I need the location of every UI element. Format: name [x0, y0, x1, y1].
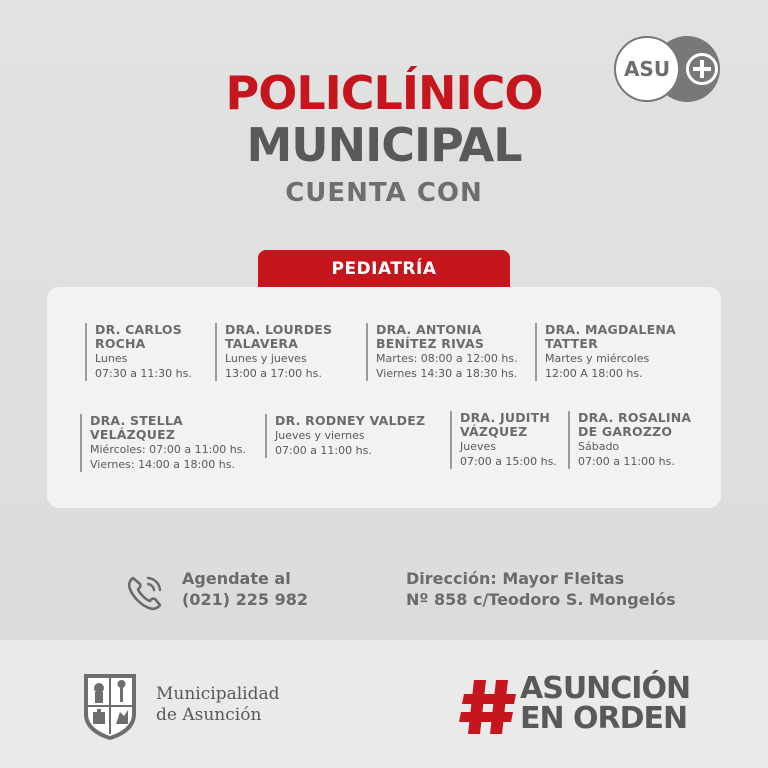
doctor-days: Jueves y viernes	[275, 429, 365, 442]
doctor-hours: Viernes: 14:00 a 18:00 hs.	[90, 458, 235, 471]
municipality-line-1: Municipalidad	[156, 684, 280, 704]
phone-icon	[124, 572, 166, 614]
doctor-days: Sábado	[578, 440, 620, 453]
doctor-entry	[80, 414, 246, 472]
doctor-days: Lunes y jueves	[225, 352, 307, 365]
phone-contact	[182, 568, 308, 610]
doctor-name: ROCHA	[95, 336, 146, 351]
doctor-name: DRA. ANTONIA	[376, 322, 482, 337]
doctor-name: DRA. ROSALINA	[578, 410, 692, 425]
phone-label: Agendate al	[182, 569, 291, 588]
doctor-name: DRA. LOURDES	[225, 322, 333, 337]
doctor-name: DR. RODNEY VALDEZ	[275, 413, 426, 428]
doctor-hours: 13:00 a 17:00 hs.	[225, 367, 322, 380]
doctor-days: Martes: 08:00 a 12:00 hs.	[376, 352, 518, 365]
doctor-name: TALAVERA	[225, 336, 299, 351]
doctor-hours: 07:00 a 11:00 hs.	[578, 455, 675, 468]
doctor-name: DRA. JUDITH	[460, 410, 551, 425]
municipality-name	[156, 684, 280, 726]
doctor-entry	[450, 411, 557, 469]
doctor-name: TATTER	[545, 336, 598, 351]
doctors-card	[47, 287, 721, 508]
doctor-days: Miércoles: 07:00 a 11:00 hs.	[90, 443, 246, 456]
doctor-name: DRA. STELLA	[90, 413, 183, 428]
doctor-name: DR. CARLOS	[95, 322, 182, 337]
doctor-hours: 12:00 A 18:00 hs.	[545, 367, 643, 380]
asu-logo-text: ASU	[614, 36, 680, 102]
coat-of-arms-icon	[80, 670, 140, 742]
hashtag-icon	[458, 676, 520, 738]
section-tab-pediatria: PEDIATRÍA	[258, 250, 510, 288]
doctor-name: DRA. MAGDALENA	[545, 322, 676, 337]
doctor-entry	[366, 323, 518, 381]
doctor-days: Lunes	[95, 352, 128, 365]
municipality-line-2: de Asunción	[156, 705, 262, 725]
hashtag-line-2: EN ORDEN	[520, 701, 688, 736]
address-line-1: Dirección: Mayor Fleitas	[406, 569, 625, 588]
subtitle: CUENTA CON	[285, 178, 483, 208]
doctor-hours: 07:00 a 15:00 hs.	[460, 455, 557, 468]
address-line-2: Nº 858 c/Teodoro S. Mongelós	[406, 590, 676, 609]
doctor-name: VELÁZQUEZ	[90, 427, 176, 442]
doctor-entry	[535, 323, 676, 381]
address-contact	[406, 568, 676, 610]
doctor-name: BENÍTEZ RIVAS	[376, 336, 485, 351]
doctor-hours: Viernes 14:30 a 18:30 hs.	[376, 367, 518, 380]
doctor-hours: 07:00 a 11:00 hs.	[275, 444, 372, 457]
doctor-days: Jueves	[460, 440, 496, 453]
doctor-name: DE GAROZZO	[578, 424, 673, 439]
phone-number: (021) 225 982	[182, 590, 308, 609]
doctor-entry	[568, 411, 691, 469]
doctor-hours: 07:30 a 11:30 hs.	[95, 367, 192, 380]
title-line-2: MUNICIPAL	[246, 118, 522, 172]
doctor-name: VÁZQUEZ	[460, 424, 528, 439]
doctor-entry	[215, 323, 332, 381]
hashtag-text	[520, 671, 691, 736]
doctor-entry	[85, 323, 192, 381]
hashtag-line-1: ASUNCIÓN	[520, 671, 691, 706]
title-line-1: POLICLÍNICO	[225, 66, 543, 120]
doctor-entry	[265, 414, 425, 458]
doctor-days: Martes y miércoles	[545, 352, 650, 365]
